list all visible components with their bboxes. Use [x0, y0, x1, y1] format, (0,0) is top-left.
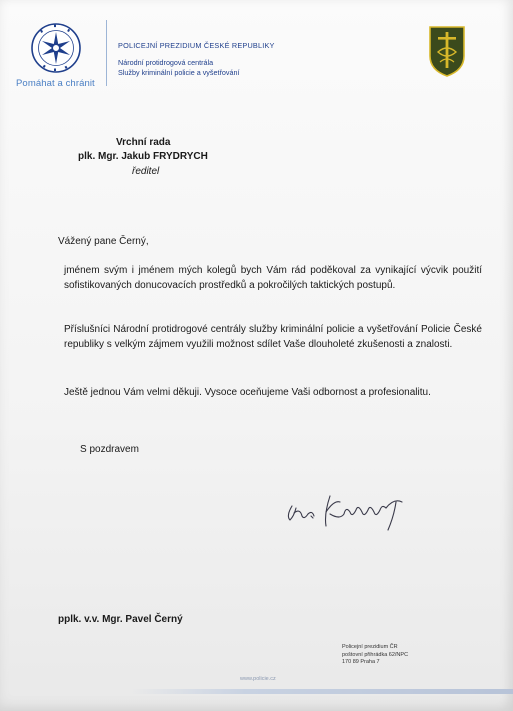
website-link[interactable]: www.policie.cz	[240, 676, 276, 682]
salutation: Vážený pane Černý,	[58, 236, 149, 247]
address-line-3: 170 89 Praha 7	[342, 659, 380, 666]
paragraph-1: jménem svým i jménem mých kolegů bych Vám rád poděkoval za vynikající výcvik použití sofistikovaných donucovacích prostředků a pokročilých taktických postupů.	[64, 265, 482, 291]
department-line-1: Národní protidrogová centrála	[118, 58, 214, 67]
closing: S pozdravem	[80, 444, 139, 455]
footer-address	[342, 644, 408, 667]
address-line-2: poštovní přihrádka 62/NPC	[342, 651, 409, 658]
header-divider	[106, 20, 107, 86]
organization-name: POLICEJNÍ PREZIDIUM ČESKÉ REPUBLIKY	[118, 41, 275, 50]
paragraph-2: Příslušníci Národní protidrogové centrály služby kriminální policie a vyšetřování Policie České republiky s velkým zájmem využili možnost sdílet Vaše dlouholeté zkušenosti a znalosti.	[64, 324, 482, 350]
sender-name: plk. Mgr. Jakub FRYDRYCH	[78, 151, 208, 162]
footer-band	[132, 689, 513, 694]
address-line-1: Policejní prezidium ČR	[342, 644, 398, 650]
department-line-2: Služby kriminální policie a vyšetřování	[118, 68, 240, 77]
npc-shield-emblem	[428, 24, 466, 78]
sender-title: Vrchní rada	[116, 137, 171, 148]
recipient-name: pplk. v.v. Mgr. Pavel Černý	[58, 614, 183, 625]
police-star-logo	[30, 22, 82, 74]
sender-position: ředitel	[132, 166, 160, 177]
motto-text: Pomáhat a chránit	[16, 78, 95, 89]
paragraph-3: Ještě jednou Vám velmi děkuji. Vysoce oceňujeme Vaši odbornost a profesionalitu.	[64, 387, 431, 398]
handwritten-signature	[278, 486, 428, 536]
